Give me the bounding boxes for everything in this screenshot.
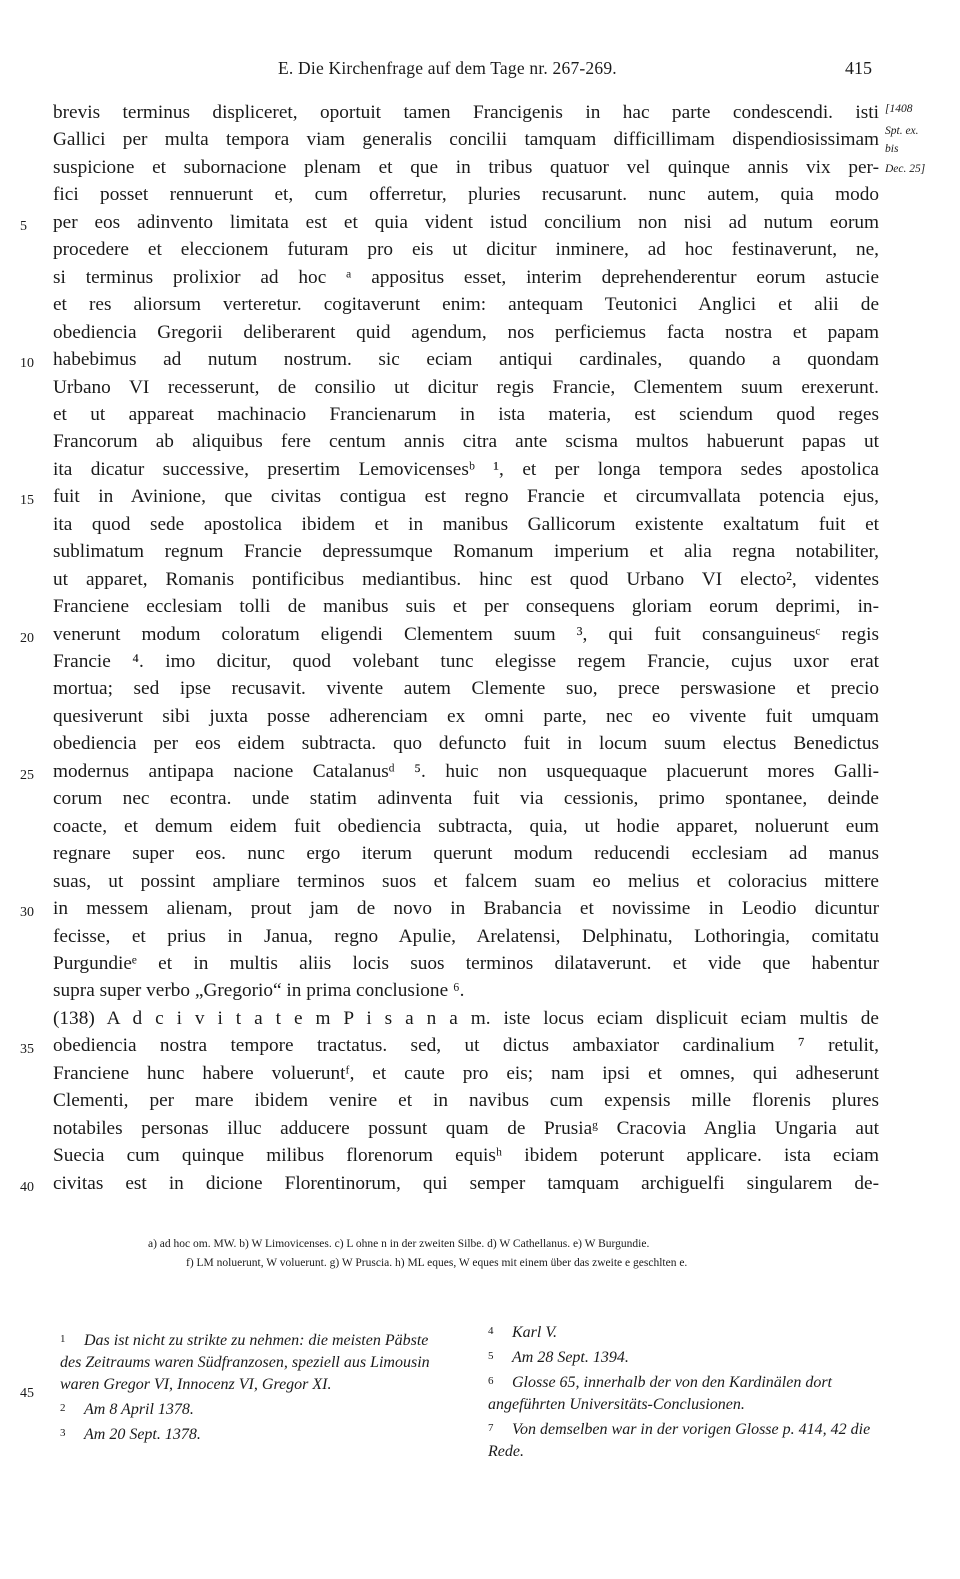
text-line: suspicione et subornacione plenam et que in tribus quatuor vel quinque annis vix per- [53,156,879,178]
line-number: 15 [20,493,34,509]
line-number: 20 [20,630,34,646]
footnote-text: Karl V. [512,1324,558,1341]
critical-apparatus [148,1235,888,1273]
text-line: obediencia nostra tempore tractatus. sed, ut dictus ambaxiator cardinalium ⁷ retulit, [53,1035,879,1057]
footnote-text: Das ist nicht zu strikte zu nehmen: die meisten Päbste des Zeitraums waren Südfranzosen, speziell aus Limousin waren Gregor VI, Innocenz VI, Gregor XI. [60,1332,430,1393]
footnotes-left-column [60,1328,450,1447]
footnotes-right-column [488,1320,888,1464]
text-line: modernus antipapa nacione Catalanusᵈ ⁵. huic non usquequaque placuerunt mores Galli- [53,760,879,782]
text-line: suas, ut possint ampliare terminos suos et falcem suam eo melius et coloracius mittere [53,870,879,892]
text-line: Suecia cum quinque milibus florenorum equisʰ ibidem poterunt applicare. ista eciam [53,1145,879,1167]
footnote-number: 7 [488,1422,494,1434]
line-number: 40 [20,1179,34,1195]
text-line: brevis terminus displiceret, oportuit tamen Francigenis in hac parte condescendi. isti [53,102,879,123]
text-line: quesiverunt sibi juxta posse adherenciam ex omni parte, nec eo vivente fuit umquam [53,705,879,727]
text-line: fici posset rennuerunt et, cum offerretur, pluries recusarunt. nunc autem, quia modo [53,184,879,206]
text-line: civitas est in dicione Florentinorum, qui semper tamquam archiguelfi singularem de- [53,1172,879,1194]
text-line: habebimus ad nutum nostrum. sic eciam antiqui cardinales, quando a quondam [53,349,879,371]
text-line: notabiles personas illuc adducere possunt quam de Prusiaᵍ Cracovia Anglia Ungaria aut [53,1117,879,1139]
text-line: regnare super eos. nunc ergo iterum querunt modum reducendi ecclesiam ad manus [53,843,879,865]
footnote-number: 3 [60,1427,66,1439]
text-line: ut apparet, Romanis pontificibus mediantibus. hinc est quod Urbano VI electo², videntes [53,568,879,590]
text-line: Gallici per multa tempora viam generalis concilii tamquam difficillimam dispendiosissimam [53,129,879,151]
text-line: supra super verbo „Gregorio“ in prima conclusione ⁶. [53,980,465,1002]
margin-note-line: Dec. 25] [885,163,926,175]
text-line: Urbano VI recesserunt, de consilio ut dicitur regis Francie, Clementem suum erexerunt. [53,376,879,398]
text-line: et res aliorsum verteretur. cogitaverunt enim: antequam Teutonici Anglici et alii de [53,294,879,316]
text-line: obediencia per eos eidem subtracta. quo defuncto fuit in locum suum electus Benedictus [53,733,879,755]
footnote-text: Am 8 April 1378. [84,1401,194,1418]
footnote-text: Am 20 Sept. 1378. [84,1426,201,1443]
text-line: ita quod sede apostolica ibidem et in manibus Gallicorum existente exaltatum fuit et [53,513,879,535]
text-line: Francie ⁴. imo dicitur, quod volebant tunc elegisse regem Francie, cujus uxor erat [53,651,879,672]
text-line: mortua; sed ipse recusavit. vivente autem Clemente suo, prece perswasione et precio [53,678,879,700]
text-line: procedere et eleccionem futuram pro eis ut dicitur inminere, ad hoc festinaverunt, ne, [53,239,879,261]
footnote [60,1422,450,1446]
footnote-text: Am 28 Sept. 1394. [512,1349,629,1366]
text-line: et ut appareat machinacio Francienarum in ista materia, est sciendum quod reges [53,403,879,425]
text-line: in messem alienam, prout jam de novo in Brabancia et novissime in Leodio dicuntur [53,898,879,920]
line-number: 5 [20,218,27,234]
margin-note-line: [1408 [885,103,913,115]
line-number: 45 [20,1386,34,1401]
text-line: corum nec econtra. unde statim adinventa fuit via cessionis, primo spontanee, deinde [53,788,879,810]
text-line: coacte, et demum eidem fuit obediencia subtracta, quia, ut hodie apparet, noluerunt eum [53,815,879,837]
text-line: (138) A d c i v i t a t e m P i s a n a m. iste locus eciam displicuit eciam multis de [53,1007,879,1029]
text-line: venerunt modum coloratum eligendi Clementem suum ³, qui fuit consanguineusᶜ regis [53,623,879,645]
footnote-number: 6 [488,1375,494,1387]
apparatus-line: f) LM noluerunt, W voluerunt. g) W Pruscia. h) ML eques, W eques mit einem über das zweite e geschlten e. [186,1257,688,1269]
text-line: ita dicatur successive, presertim Lemovicensesᵇ ¹, et per longa tempora sedes apostolica [53,458,879,480]
running-header [0,58,960,84]
text-line: fecisse, et prius in Janua, regno Apulie, Arelatensi, Delphinatu, Lothoringia, comitatu [53,925,879,947]
text-line: Francorum ab aliquibus fere centum annis citra ante scisma multos habuerunt papas ut [53,431,879,453]
text-line: Franciene hunc habere volueruntᶠ, et caute pro eis; nam ipsi et omnes, qui adheserunt [53,1062,879,1084]
footnote [60,1328,450,1396]
text-line: si terminus prolixior ad hoc ᵃ appositus esset, interim deprehenderentur eorum astucie [53,266,879,288]
line-number: 25 [20,767,34,783]
text-line: fuit in Avinione, que civitas contigua est regno Francie et circumvallata potencia ejus, [53,486,879,508]
page-number: 415 [845,58,872,78]
line-number: 30 [20,905,34,921]
text-line: Clementi, per mare ibidem venire et in navibus cum expensis mille florenis plures [53,1090,879,1112]
text-line: Franciene ecclesiam tolli de manibus suis et per consequens gloriam eorum deprimi, in- [53,596,879,618]
line-number: 10 [20,356,34,372]
apparatus-line: a) ad hoc om. MW. b) W Limovicenses. c) L ohne n in der zweiten Silbe. d) W Cathellanus. e) W Burgundie. [148,1238,650,1250]
margin-note-line: bis [885,143,899,155]
footnote [60,1397,450,1421]
margin-note-line: Spt. ex. [885,125,919,137]
footnote [488,1417,888,1463]
footnote-number: 1 [60,1333,66,1345]
footnote [488,1370,888,1416]
text-line: per eos adinvento limitata est et quia vident istud concilium non nisi ad nutum eorum [53,211,879,233]
footnote-number: 4 [488,1325,494,1337]
footnote [488,1320,888,1344]
footnote [488,1345,888,1369]
running-title: E. Die Kirchenfrage auf dem Tage nr. 267-269. [278,58,617,78]
footnote-text: Glosse 65, innerhalb der von den Kardinälen dort angeführten Universitäts-Conclusionen. [488,1374,832,1413]
footnote-text: Von demselben war in der vorigen Glosse p. 414, 42 die Rede. [488,1421,871,1460]
text-line: obediencia Gregorii deliberarent quid agendum, nos perficiemus facta nostra et papam [53,321,879,343]
footnote-number: 2 [60,1402,66,1414]
text-line: Purgundieᵉ et in multis aliis locis suos terminos dilataverunt. et vide que habentur [53,952,879,974]
text-line: sublimatum regnum Francie depressumque Romanum imperium et alia regna notabiliter, [53,541,879,563]
footnote-number: 5 [488,1350,494,1362]
line-number: 35 [20,1042,34,1058]
